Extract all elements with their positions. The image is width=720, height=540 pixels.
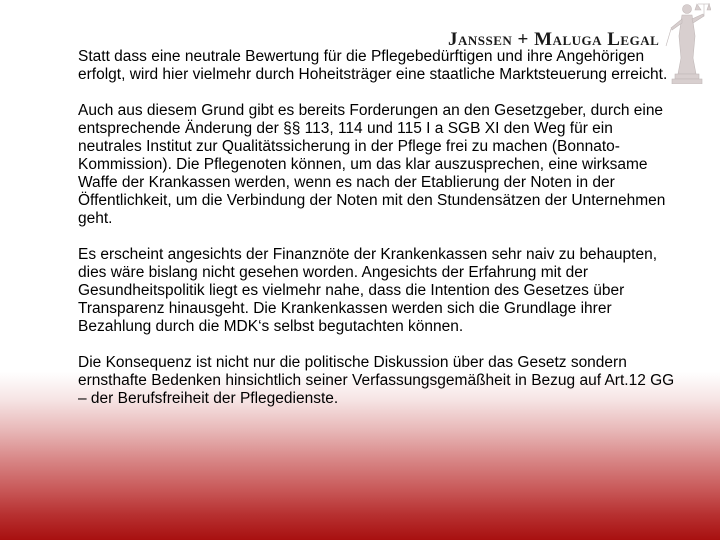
- paragraph-4: Die Konsequenz ist nicht nur die politische Diskussion über das Gesetz sondern ernsthafte Bedenken hinsichtlich seiner Verfassungsgemäßheit in Bezug auf Art.12 GG – der Berufsfreiheit der Pflegedienste.: [78, 354, 675, 407]
- paragraph-2: Auch aus diesem Grund gibt es bereits Forderungen an den Gesetzgeber, durch eine entsprechende Änderung der §§ 113, 114 und 115 I a SGB XI den Weg für ein neutrales Institut zur Qualitätssicherung in der Pflege frei zu machen (Bonnato-Kommission). Die Pflegenoten können, um das klar auszusprechen, eine wirksame Waffe der Krankassen werden, wenn es nach der Etablierung der Noten in der Öffentlichkeit, um die Verbindung der Noten mit den Stundensätzen der Unternehmen geht.: [78, 102, 666, 227]
- paragraph-3: Es erscheint angesichts der Finanznöte der Krankenkassen sehr naiv zu behaupten, dies wäre bislang nicht gesehen worden. Angesichts der Erfahrung mit der Gesundheitspolitik liegt es vielmehr nahe, dass die Intention des Gesetzes über Transparenz hinausgeht. Die Krankenkassen werden sich die Grundlage ihrer Bezahlung durch die MDK‘s selbst begutachten können.: [78, 246, 658, 335]
- document-body: [78, 48, 678, 426]
- paragraph-1: Statt dass eine neutrale Bewertung für die Pflegebedürftigen und ihre Angehörigen erfolgt, wird hier vielmehr durch Hoheitsträger eine staatliche Marktsteuerung erreicht.: [78, 48, 668, 83]
- company-logo: Janssen + Maluga Legal: [448, 29, 660, 50]
